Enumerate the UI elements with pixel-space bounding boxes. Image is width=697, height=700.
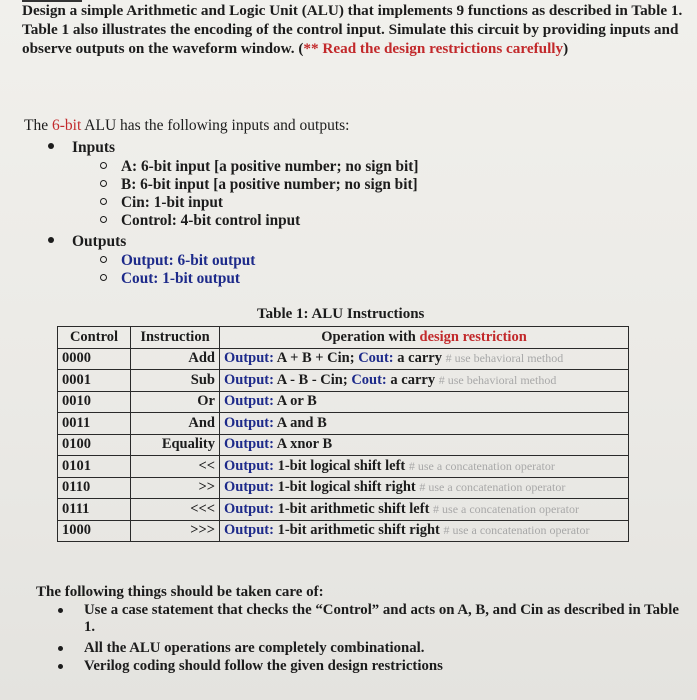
cell-operation [220,370,629,392]
op-note: # use a concatenation operator [419,480,566,495]
care-item-text: Verilog coding should follow the given design restrictions [84,658,443,674]
cell-operation [220,413,629,435]
op-text: 1-bit logical shift left [273,457,406,474]
case-statement-emphasis: case statement [121,602,214,618]
input-item-text: Control: 4-bit control input [121,212,301,229]
inputs-bullet [48,139,115,157]
inputs-label: Inputs [72,139,116,156]
table-row [58,370,629,392]
op-text: A or B [273,393,317,410]
table-row [58,520,629,542]
intro-close: ) [563,40,569,57]
table-header-row [58,327,629,349]
output-item-text: Cout: 1-bit output [121,270,240,287]
ring-bullet-icon [100,180,107,187]
intro-paragraph [22,1,687,58]
cell-control: 0110 [58,477,131,499]
outputs-bullet [48,233,126,251]
table-row [58,499,629,521]
input-item [100,176,418,194]
cell-instruction: << [131,456,220,478]
op-note: # use a concatenation operator [443,523,590,538]
table-row [58,348,629,370]
bullet-dot-icon [58,608,63,613]
op-label: Output: [224,350,274,367]
io-heading-pre: The [24,117,52,134]
ring-bullet-icon [100,274,107,281]
cell-operation [220,456,629,478]
op-text: A + B + Cin; [273,350,359,367]
cell-instruction: Add [131,348,220,370]
op-note: # use a concatenation operator [408,458,555,473]
op-label-2: Cout: [358,350,394,367]
op-label: Output: [224,414,274,431]
io-heading-bits: 6-bit [51,117,82,134]
care-item-text: Use a case statement that checks the “Control” and acts on A, B, and Cin as described in Table 1. [84,602,679,635]
cell-instruction: And [131,413,220,435]
table-row [58,456,629,478]
cell-control: 0011 [58,413,131,435]
cell-operation [220,499,629,521]
cell-instruction: Sub [131,370,220,392]
op-label: Output: [224,522,274,539]
cell-operation [220,391,629,413]
ring-bullet-icon [100,162,107,169]
input-item-text: B: 6-bit input [a positive number; no sign bit] [121,176,418,193]
input-item [100,212,300,230]
outputs-label: Outputs [72,233,127,250]
op-label: Output: [224,500,274,517]
cell-control: 1000 [58,520,131,542]
cell-instruction: Or [131,391,220,413]
bullet-dot-icon [48,143,54,149]
table-row [58,391,629,413]
op-label: Output: [224,436,274,453]
op-text-2: a carry [386,371,436,388]
table-caption: Table 1: ALU Instructions [257,306,425,322]
input-item [100,158,418,176]
op-label-2: Cout: [351,371,387,388]
output-item-text: Output: 6-bit output [121,252,256,269]
cell-instruction: Equality [131,434,220,456]
intro-restriction-note: ** Read the design restrictions carefully [303,40,564,57]
op-text: 1-bit arithmetic shift left [273,500,430,517]
ring-bullet-icon [100,216,107,223]
op-text-2: a carry [393,350,442,367]
cell-operation [220,348,629,370]
cell-control: 0010 [58,391,131,413]
care-heading: The following things should be taken care of: [36,584,324,600]
header-control: Control [58,327,131,349]
header-operation-pre: Operation with [321,328,420,345]
op-label: Output: [224,457,274,474]
input-item [100,194,223,212]
op-text: A xnor B [273,436,333,453]
bullet-dot-icon [58,646,63,651]
op-label: Output: [224,371,274,388]
input-item-text: Cin: 1-bit input [121,194,224,211]
cell-control: 0100 [58,434,131,456]
io-heading [24,117,350,135]
cell-instruction: >>> [131,520,220,542]
input-item-text: A: 6-bit input [a positive number; no sign bit] [121,158,419,175]
op-note: # use behavioral method [445,351,564,366]
cell-operation [220,520,629,542]
output-item [100,252,255,270]
ring-bullet-icon [100,256,107,263]
op-text: A and B [273,414,327,431]
alu-instructions-table [57,326,629,542]
table-row [58,413,629,435]
op-text: 1-bit logical shift right [273,479,416,496]
bullet-dot-icon [48,237,54,243]
cell-operation [220,434,629,456]
header-operation [220,327,629,349]
op-note: # use a concatenation operator [433,501,579,516]
op-label: Output: [224,393,274,410]
cell-instruction: >> [131,477,220,499]
care-item-text: All the ALU operations are completely combinational. [84,640,425,656]
cell-control: 0101 [58,456,131,478]
cell-control: 0001 [58,370,131,392]
op-label: Output: [224,479,274,496]
bullet-dot-icon [58,664,63,669]
table-row [58,434,629,456]
intro-text: Design a simple Arithmetic and Logic Unit (ALU) that implements 9 functions as described in Table 1. Table 1 also illustrates the encoding of the control input. Simulate this circuit by providing inputs and observe outputs on the waveform window. ( [22,2,683,57]
header-instruction: Instruction [131,327,220,349]
op-text: 1-bit arithmetic shift right [273,522,440,539]
cell-operation [220,477,629,499]
cell-instruction: <<< [131,499,220,521]
op-note: # use behavioral method [438,372,557,387]
cell-control: 0000 [58,348,131,370]
header-operation-restriction: design restriction [419,328,527,345]
table-row [58,477,629,499]
op-text: A - B - Cin; [273,371,352,388]
cell-control: 0111 [58,499,131,521]
io-heading-post: ALU has the following inputs and outputs: [81,117,350,134]
output-item [100,270,240,288]
ring-bullet-icon [100,198,107,205]
